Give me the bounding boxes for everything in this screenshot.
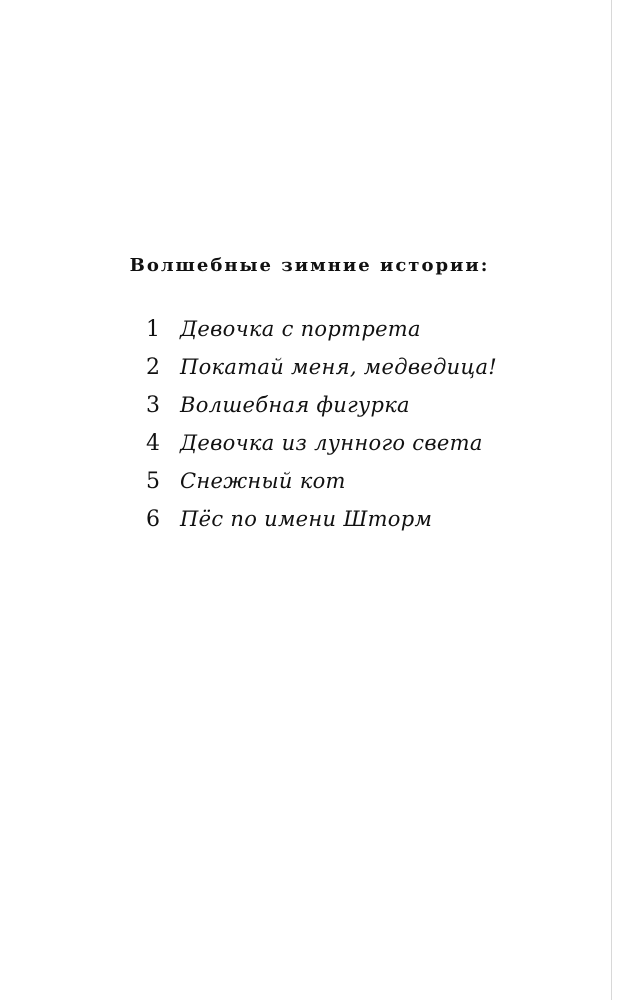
page-edge-line <box>611 0 612 1000</box>
toc-title: Девочка с портрета <box>180 317 421 341</box>
toc-item-2 <box>146 348 497 386</box>
table-of-contents <box>146 310 497 538</box>
toc-number: 5 <box>146 469 160 494</box>
toc-number: 4 <box>146 431 160 456</box>
toc-title: Покатай меня, медведица! <box>180 355 498 379</box>
toc-number: 6 <box>146 507 160 532</box>
toc-title: Волшебная фигурка <box>180 393 410 417</box>
toc-number: 1 <box>146 317 160 342</box>
toc-title: Пёс по имени Шторм <box>180 507 433 531</box>
toc-title: Девочка из лунного света <box>180 431 483 455</box>
toc-number: 3 <box>146 393 160 418</box>
page-heading: Волшебные зимние истории: <box>129 255 490 276</box>
toc-item-4 <box>146 424 497 462</box>
toc-item-3 <box>146 386 497 424</box>
toc-item-5 <box>146 462 497 500</box>
toc-number: 2 <box>146 355 160 380</box>
toc-item-1 <box>146 310 497 348</box>
toc-item-6 <box>146 500 497 538</box>
toc-title: Снежный кот <box>180 469 346 493</box>
